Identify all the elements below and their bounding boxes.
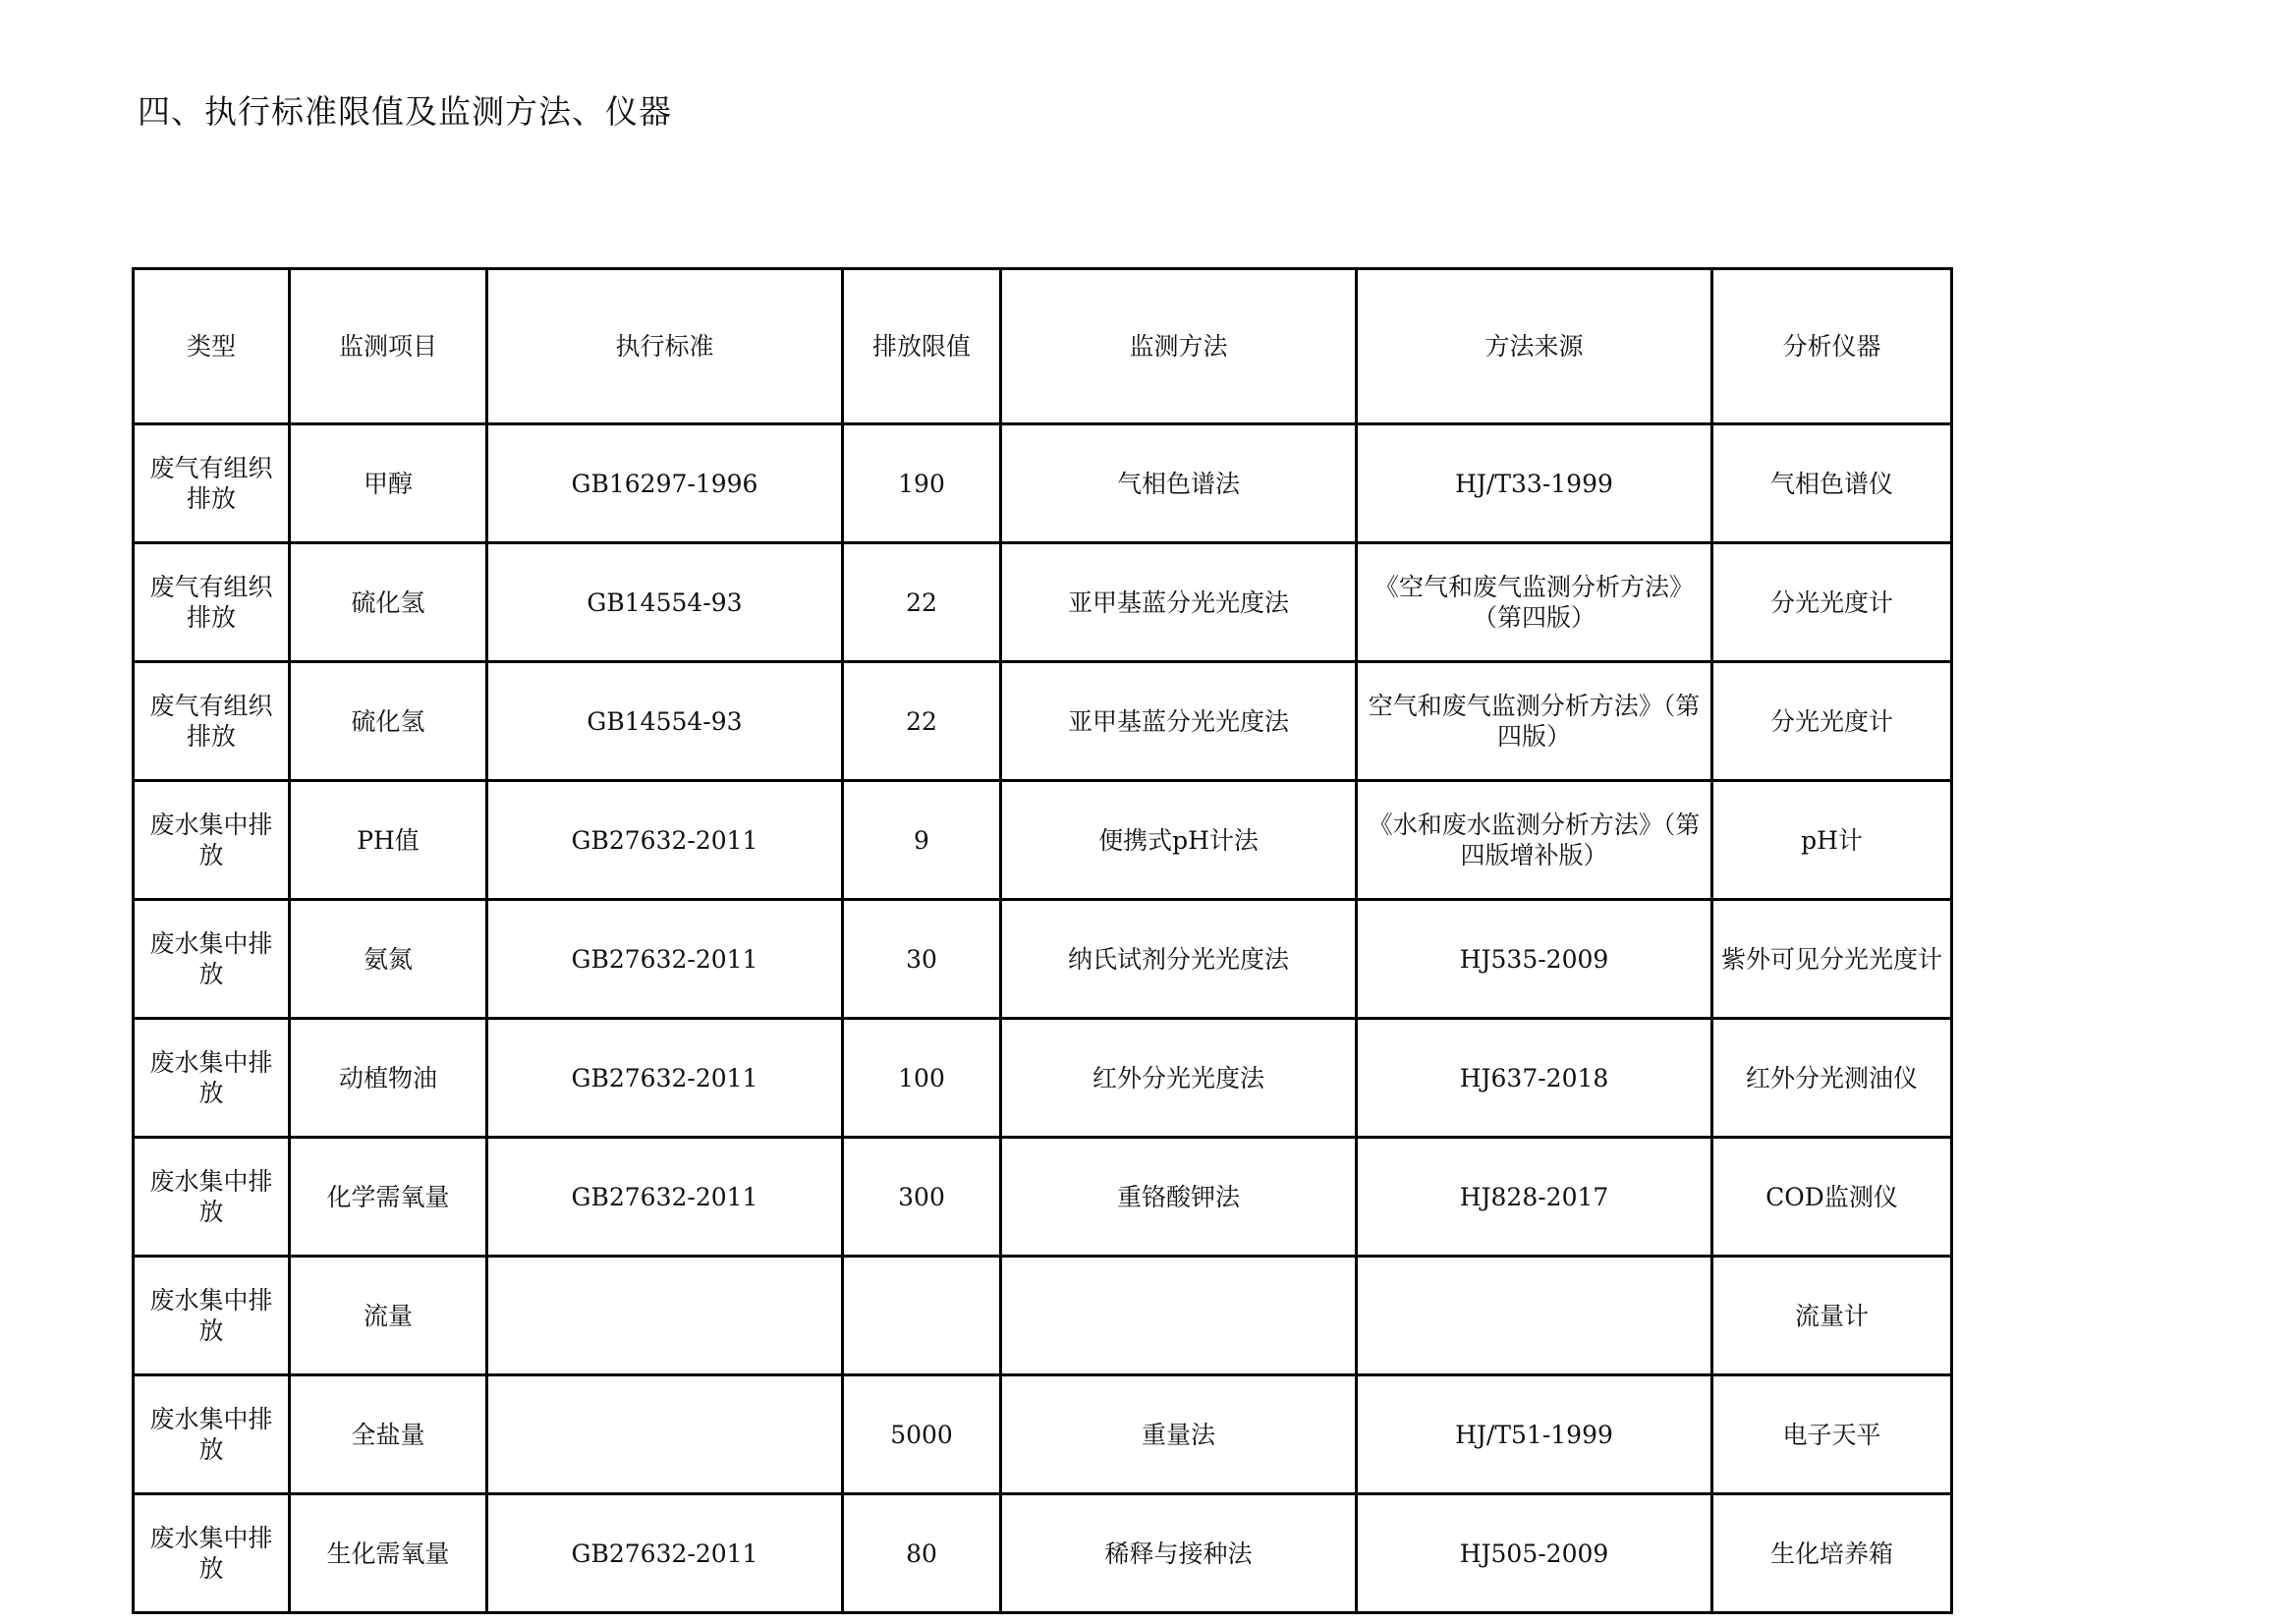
cell-instrument: 气相色谱仪 [1712, 424, 1952, 543]
cell-method: 重量法 [1001, 1375, 1357, 1494]
cell-limit [843, 1257, 1001, 1375]
cell-instrument: 分光光度计 [1712, 662, 1952, 781]
cell-method-source: HJ/T51-1999 [1357, 1375, 1712, 1494]
cell-item: 甲醇 [290, 424, 487, 543]
table-row [134, 900, 1952, 1019]
cell-item: 氨氮 [290, 900, 487, 1019]
cell-standard: GB27632-2011 [487, 900, 843, 1019]
table-row [134, 1494, 1952, 1613]
table-row [134, 1257, 1952, 1375]
cell-limit: 22 [843, 662, 1001, 781]
cell-instrument: 红外分光测油仪 [1712, 1019, 1952, 1138]
cell-method: 气相色谱法 [1001, 424, 1357, 543]
cell-standard [487, 1375, 843, 1494]
cell-standard: GB27632-2011 [487, 781, 843, 900]
cell-type: 废水集中排放 [134, 900, 290, 1019]
cell-type: 废水集中排放 [134, 1138, 290, 1257]
cell-type: 废水集中排放 [134, 1494, 290, 1613]
cell-instrument: 流量计 [1712, 1257, 1952, 1375]
cell-method: 红外分光光度法 [1001, 1019, 1357, 1138]
cell-item: 硫化氢 [290, 543, 487, 662]
cell-instrument: 电子天平 [1712, 1375, 1952, 1494]
cell-instrument: 紫外可见分光光度计 [1712, 900, 1952, 1019]
column-header-type: 类型 [134, 269, 290, 424]
cell-type: 废气有组织排放 [134, 543, 290, 662]
cell-item: 化学需氧量 [290, 1138, 487, 1257]
column-header-limit: 排放限值 [843, 269, 1001, 424]
cell-method: 重铬酸钾法 [1001, 1138, 1357, 1257]
table-row [134, 662, 1952, 781]
cell-method-source: 空气和废气监测分析方法》（第四版） [1357, 662, 1712, 781]
cell-limit: 30 [843, 900, 1001, 1019]
cell-method [1001, 1257, 1357, 1375]
column-header-instrument: 分析仪器 [1712, 269, 1952, 424]
cell-standard: GB14554-93 [487, 543, 843, 662]
column-header-standard: 执行标准 [487, 269, 843, 424]
table-header-row [134, 269, 1952, 424]
cell-method-source: 《空气和废气监测分析方法》（第四版） [1357, 543, 1712, 662]
cell-method: 亚甲基蓝分光光度法 [1001, 543, 1357, 662]
column-header-method-source: 方法来源 [1357, 269, 1712, 424]
cell-method-source: HJ828-2017 [1357, 1138, 1712, 1257]
page-heading: 四、执行标准限值及监测方法、仪器 [138, 92, 672, 131]
table-row [134, 781, 1952, 900]
column-header-method: 监测方法 [1001, 269, 1357, 424]
cell-item: 全盐量 [290, 1375, 487, 1494]
cell-type: 废水集中排放 [134, 1257, 290, 1375]
cell-limit: 80 [843, 1494, 1001, 1613]
cell-limit: 22 [843, 543, 1001, 662]
cell-type: 废气有组织排放 [134, 662, 290, 781]
cell-standard: GB27632-2011 [487, 1019, 843, 1138]
cell-item: 生化需氧量 [290, 1494, 487, 1613]
cell-standard [487, 1257, 843, 1375]
table-row [134, 1138, 1952, 1257]
cell-limit: 5000 [843, 1375, 1001, 1494]
cell-limit: 9 [843, 781, 1001, 900]
standards-table [132, 267, 1953, 1614]
cell-limit: 300 [843, 1138, 1001, 1257]
cell-method-source: HJ535-2009 [1357, 900, 1712, 1019]
cell-instrument: pH计 [1712, 781, 1952, 900]
cell-limit: 190 [843, 424, 1001, 543]
cell-instrument: COD监测仪 [1712, 1138, 1952, 1257]
cell-method: 亚甲基蓝分光光度法 [1001, 662, 1357, 781]
cell-type: 废水集中排放 [134, 1019, 290, 1138]
table-row [134, 1019, 1952, 1138]
cell-method: 纳氏试剂分光光度法 [1001, 900, 1357, 1019]
cell-item: PH值 [290, 781, 487, 900]
cell-item: 动植物油 [290, 1019, 487, 1138]
cell-type: 废水集中排放 [134, 781, 290, 900]
cell-method-source [1357, 1257, 1712, 1375]
cell-type: 废气有组织排放 [134, 424, 290, 543]
cell-instrument: 生化培养箱 [1712, 1494, 1952, 1613]
cell-type: 废水集中排放 [134, 1375, 290, 1494]
cell-method: 便携式pH计法 [1001, 781, 1357, 900]
cell-standard: GB14554-93 [487, 662, 843, 781]
cell-standard: GB16297-1996 [487, 424, 843, 543]
table-row [134, 424, 1952, 543]
cell-method: 稀释与接种法 [1001, 1494, 1357, 1613]
cell-standard: GB27632-2011 [487, 1138, 843, 1257]
cell-item: 硫化氢 [290, 662, 487, 781]
cell-method-source: 《水和废水监测分析方法》（第四版增补版） [1357, 781, 1712, 900]
cell-standard: GB27632-2011 [487, 1494, 843, 1613]
table-row [134, 543, 1952, 662]
cell-limit: 100 [843, 1019, 1001, 1138]
cell-item: 流量 [290, 1257, 487, 1375]
cell-method-source: HJ637-2018 [1357, 1019, 1712, 1138]
column-header-item: 监测项目 [290, 269, 487, 424]
cell-method-source: HJ/T33-1999 [1357, 424, 1712, 543]
cell-instrument: 分光光度计 [1712, 543, 1952, 662]
table-row [134, 1375, 1952, 1494]
cell-method-source: HJ505-2009 [1357, 1494, 1712, 1613]
